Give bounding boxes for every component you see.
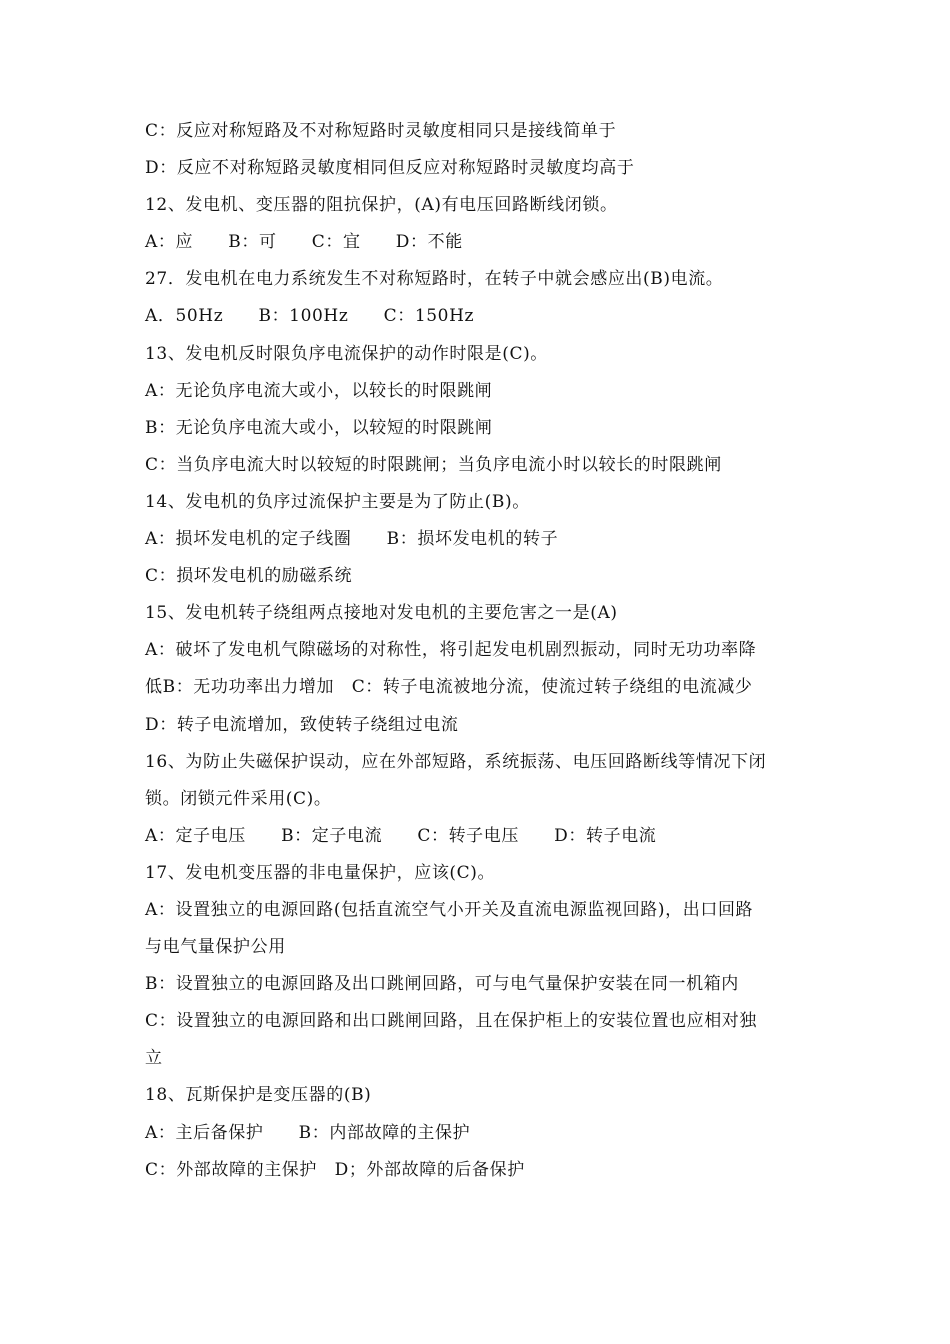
option-line: 与电气量保护公用: [145, 937, 286, 958]
option-line: D：转子电流增加，致使转子绕组过电流: [145, 714, 459, 735]
question-line: 14、发电机的负序过流保护主要是为了防止(B)。: [145, 491, 530, 512]
text-line: D：反应不对称短路灵敏度相同但反应对称短路时灵敏度均高于: [145, 158, 635, 179]
question-line: 15、发电机转子绕组两点接地对发电机的主要危害之一是(A): [145, 603, 618, 624]
question-line: 18、瓦斯保护是变压器的(B): [145, 1085, 372, 1106]
option-line: A：破坏了发电机气隙磁场的对称性，将引起发电机剧烈振动，同时无功功率降: [145, 640, 757, 661]
option-line: A：设置独立的电源回路(包括直流空气小开关及直流电源监视回路)，出口回路: [145, 899, 754, 920]
question-line: 17、发电机变压器的非电量保护，应该(C)。: [145, 862, 496, 883]
question-line: 锁。闭锁元件采用(C)。: [145, 788, 332, 809]
options-line: A：定子电压 B：定子电流 C：转子电压 D：转子电流: [145, 825, 657, 846]
options-line: C：外部故障的主保护 D；外部故障的后备保护: [145, 1159, 525, 1180]
document-page: [145, 113, 835, 1189]
options-line: A：损坏发电机的定子线圈 B：损坏发电机的转子: [145, 529, 559, 550]
question-line: 16、为防止失磁保护误动，应在外部短路，系统振荡、电压回路断线等情况下闭: [145, 751, 767, 772]
question-line: 13、发电机反时限负序电流保护的动作时限是(C)。: [145, 343, 548, 364]
option-line: A：无论负序电流大或小，以较长的时限跳闸: [145, 380, 493, 401]
options-line: A：应 B：可 C：宜 D：不能: [145, 232, 463, 253]
question-line: 12、发电机、变压器的阻抗保护，(A)有电压回路断线闭锁。: [145, 195, 618, 216]
options-line: A：主后备保护 B：内部故障的主保护: [145, 1122, 471, 1143]
question-line: 27．发电机在电力系统发生不对称短路时，在转子中就会感应出(B)电流。: [145, 269, 724, 290]
option-line: C：当负序电流大时以较短的时限跳闸；当负序电流小时以较长的时限跳闸: [145, 454, 722, 475]
option-line: C：设置独立的电源回路和出口跳闸回路，且在保护柜上的安装位置也应相对独: [145, 1011, 758, 1032]
option-line: B：无论负序电流大或小，以较短的时限跳闸: [145, 417, 493, 438]
options-line: A．50Hz B：100Hz C：150Hz: [145, 306, 475, 327]
option-line: 立: [145, 1048, 163, 1069]
option-line: B：设置独立的电源回路及出口跳闸回路，可与电气量保护安装在同一机箱内: [145, 974, 739, 995]
option-line: 低B：无功功率出力增加 C：转子电流被地分流，使流过转子绕组的电流减少: [145, 677, 753, 698]
option-line: C：损坏发电机的励磁系统: [145, 566, 353, 587]
text-line: C：反应对称短路及不对称短路时灵敏度相同只是接线简单于: [145, 121, 617, 141]
